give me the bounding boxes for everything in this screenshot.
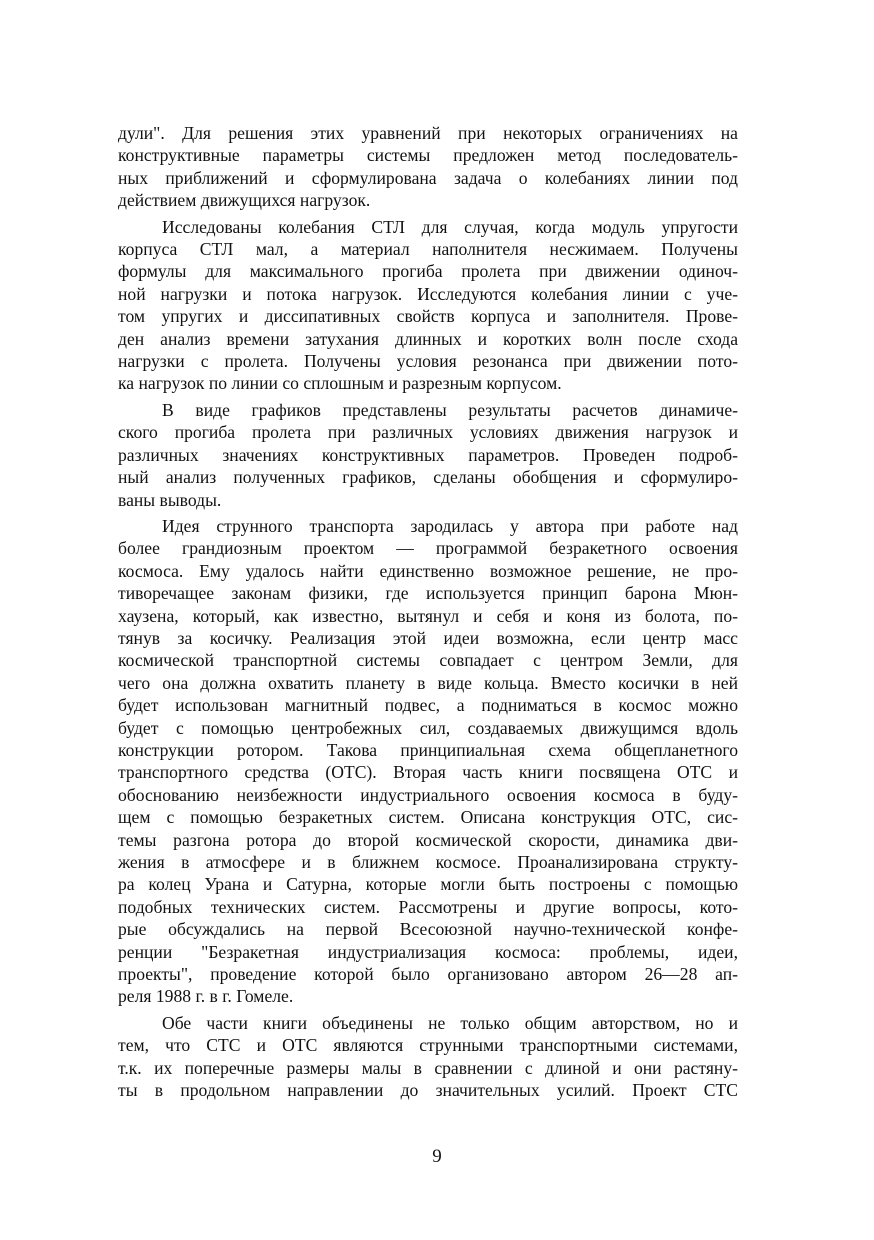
text-line: ный анализ полученных графиков, сделаны обобщения и сформулиро-: [118, 467, 738, 488]
text-line: проекты", проведение которой было организовано автором 26—28 ап-: [118, 964, 738, 985]
paragraph: [118, 216, 738, 395]
text-line: хаузена, который, как известно, вытянул и себя и коня из болота, по-: [118, 605, 738, 626]
paragraph: [118, 515, 738, 1008]
text-line: ваны выводы.: [118, 489, 222, 510]
text-line: Обе части книги объединены не только общим авторством, но и: [162, 1012, 738, 1033]
text-line: транспортного средства (ОТС). Вторая часть книги посвящена ОТС и: [118, 762, 738, 783]
body-text: [118, 122, 738, 1105]
text-line: В виде графиков представлены результаты расчетов динамиче-: [162, 399, 738, 420]
text-line: ных приближений и сформулирована задача о колебаниях линии под: [118, 167, 738, 188]
paragraph: [118, 122, 738, 212]
text-line: ренции "Безракетная индустриализация космоса: проблемы, идеи,: [118, 941, 738, 962]
text-line: ка нагрузок по линии со сплошным и разрезным корпусом.: [118, 373, 562, 394]
text-line: дули". Для решения этих уравнений при некоторых ограничениях на: [118, 123, 738, 143]
text-line: будет использован магнитный подвес, а подниматься в космос можно: [118, 695, 738, 716]
text-line: ты в продольном направлении до значительных усилий. Проект СТС: [118, 1080, 738, 1101]
text-line: конструктивные параметры системы предложен метод последователь-: [118, 145, 738, 166]
text-line: различных значениях конструктивных параметров. Проведен подроб-: [118, 444, 738, 465]
text-line: действием движущихся нагрузок.: [118, 190, 371, 211]
text-line: ра колец Урана и Сатурна, которые могли быть построены с помощью: [118, 874, 738, 895]
paragraph: [118, 399, 738, 511]
text-line: космической транспортной системы совпадает с центром Земли, для: [118, 650, 738, 671]
text-line: корпуса СТЛ мал, а материал наполнителя несжимаем. Получены: [118, 239, 738, 260]
text-line: рые обсуждались на первой Всесоюзной научно-технической конфе-: [118, 919, 738, 940]
text-line: формулы для максимального прогиба пролета при движении одиноч-: [118, 261, 738, 282]
text-line: чего она должна охватить планету в виде кольца. Вместо косички в ней: [118, 672, 738, 693]
text-line: реля 1988 г. в г. Гомеле.: [118, 986, 294, 1007]
text-line: ского прогиба пролета при различных условиях движения нагрузок и: [118, 422, 738, 443]
text-line: тем, что СТС и ОТС являются струнными транспортными системами,: [118, 1035, 738, 1056]
text-line: ден анализ времени затухания длинных и коротких волн после схода: [118, 328, 738, 349]
text-line: Идея струнного транспорта зародилась у автора при работе над: [162, 515, 738, 536]
text-line: тиворечащее законам физики, где используется принцип барона Мюн-: [118, 583, 738, 604]
page-number: 9: [432, 1146, 442, 1167]
text-line: обоснованию неизбежности индустриального освоения космоса в буду-: [118, 784, 738, 805]
text-line: будет с помощью центробежных сил, создаваемых движущимся вдоль: [118, 717, 738, 738]
text-line: ной нагрузки и потока нагрузок. Исследуются колебания линии с уче-: [118, 283, 738, 304]
text-line: тянув за косичку. Реализация этой идеи возможна, если центр масс: [118, 627, 738, 648]
text-line: Исследованы колебания СТЛ для случая, когда модуль упругости: [162, 216, 738, 237]
text-line: щем с помощью безракетных систем. Описана конструкция ОТС, сис-: [118, 807, 738, 828]
text-line: подобных технических систем. Рассмотрены и другие вопросы, кото-: [118, 896, 738, 917]
text-line: т.к. их поперечные размеры малы в сравнении с длиной и они растяну-: [118, 1057, 738, 1078]
paragraph: [118, 1012, 738, 1102]
text-line: более грандиозным проектом — программой безракетного освоения: [118, 538, 738, 559]
text-line: том упругих и диссипативных свойств корпуса и заполнителя. Прове-: [118, 306, 738, 327]
text-line: космоса. Ему удалось найти единственно возможное решение, не про-: [118, 560, 738, 581]
text-line: нагрузки с пролета. Получены условия резонанса при движении пото-: [118, 351, 738, 372]
text-line: темы разгона ротора до второй космической скорости, динамика дви-: [118, 829, 738, 850]
text-line: жения в атмосфере и в ближнем космосе. Проанализирована структу-: [118, 852, 738, 872]
text-line: конструкции ротором. Такова принципиальная схема общепланетного: [118, 739, 738, 760]
